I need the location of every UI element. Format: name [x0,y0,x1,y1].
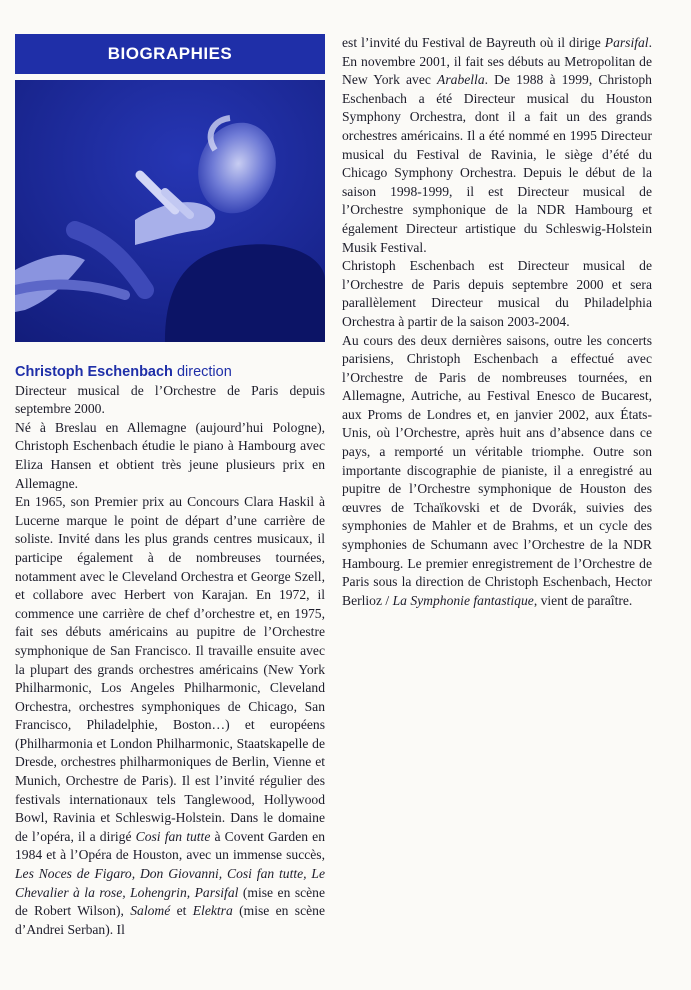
text-run: Au cours des deux dernières saisons, outre les concerts parisiens, Christoph Eschenbach a effectué avec l’Orchestre de Paris de nombreuses tournées, en Allemagne, Autriche, au Festival Enesco de Bucarest, aux Proms de Londres et, en janvier 2002, aux États-Unis, où l’Orchestre, après huit ans d’absence dans ce pays, a remporté un véritable triomphe. Outre son importante discographie de pianiste, il a enregistré au pupitre de l’Orchestre symphonique de Houston des œuvres de Tchaïkovski et de Dvorák, suivies des symphonies de Mahler et de Brahms, et un cycle des symphonies de Schumann avec l’Orchestre de la NDR Hambourg. Le premier enregistrement de l’Orchestre de Paris sous la direction de Christoph Eschenbach, Hector Berlioz / [342,332,652,608]
text-run: (mise en scène de Robert Wilson), [15,884,326,919]
conductor-photo [15,80,325,342]
bio-paragraph-4 [342,34,652,257]
text-run: (mise en scène d’Andrei Serban). Il [15,903,325,937]
opera-title: Parsifal [604,35,649,50]
section-title: BIOGRAPHIES [107,44,233,63]
text-run: , vient de paraître. [533,592,633,608]
opera-title: Salomé [130,903,171,919]
bio-name: Christoph Eschenbach [15,364,173,380]
section-header [15,34,325,74]
text-run: à Covent Garden en 1984 et à l’Opéra de Houston, avec un immense succès, [15,828,325,863]
bio-heading [15,363,325,382]
text-run: En 1965, son Premier prix au Concours Clara Haskil à Lucerne marque le point de départ d’une carrière de soliste. Invité dans les plus grands centres musicaux, il participe également à de nombreuses tournées, notamment avec le Cleveland Orchestra et George Szell, et collabore avec Herbert von Karajan. En 1972, il commence une carrière de chef d’orchestre et, en 1975, fait ses débuts américains au pupitre de l’Orchestre symphonique de San Francisco. Il travaille ensuite avec la plupart des grands orchestres américains (New York Philharmonic, Los Angeles Philharmonic, Cleveland Orchestra, orchestres symphoniques de Chicago, San Francisco, Philadelphie, Boston…) et européens (Philharmonia et London Philharmonic, Staatskapelle de Dresde, orchestres philharmoniques de Berlin, Vienne et Munich, Orchestre de Paris). Il est l’invité régulier des festivals internationaux tels Tanglewood, Hollywood Bowl, Ravinia et Schleswig-Holstein. Dans le domaine de l’opéra, il a dirigé [15,494,325,844]
bio-paragraph-6 [342,332,652,611]
opera-titles: Les Noces de Figaro, Don Giovanni, Cosi fan tutte, Le Chevalier à la rose, Lohengrin, Parsifal [15,866,325,900]
bio-paragraph-2: Né à Breslau en Allemagne (aujourd’hui Pologne), Christoph Eschenbach étudie le piano à Hambourg avec Eliza Hansen et obtient très jeune plusieurs prix en Allemagne. [15,419,325,491]
bio-role: direction [176,364,232,380]
bio-paragraph-1: Directeur musical de l’Orchestre de Paris depuis septembre 2000. [15,382,325,417]
text-run: et [170,903,193,919]
text-run: . En novembre 2001, il fait ses débuts au Metropolitan de New York avec [342,35,652,88]
right-column [342,34,652,610]
text-run: est l’invité du Festival de Bayreuth où il dirige [342,35,605,50]
opera-title: Elektra [192,903,233,919]
bio-paragraph-5: Christoph Eschenbach est Directeur musical de l’Orchestre de Paris depuis septembre 2000 et sera parallèlement Directeur musical du Philadelphia Orchestra à partir de la saison 2003-2004. [342,258,652,329]
opera-title: Cosi fan tutte [135,828,211,844]
bio-paragraph-3 [15,493,325,939]
text-run: . De 1988 à 1999, Christoph Eschenbach a été Directeur musical du Houston Symphony Orchestra, dont il a fait un des grands orchestres américains. Il a été nommé en 1995 Directeur musical du Festival de Ravinia, le siège d’été du Chicago Symphony Orchestra. Depuis le début de la saison 1998-1999, il est Directeur musical de l’Orchestre symphonique de la NDR Hambourg et également Directeur artistique du Schleswig-Holstein Musik Festival. [342,72,652,255]
conductor-silhouette [15,80,325,342]
left-column [15,363,325,939]
opera-title: Arabella [437,72,485,88]
album-title: La Symphonie fantastique [392,592,534,608]
